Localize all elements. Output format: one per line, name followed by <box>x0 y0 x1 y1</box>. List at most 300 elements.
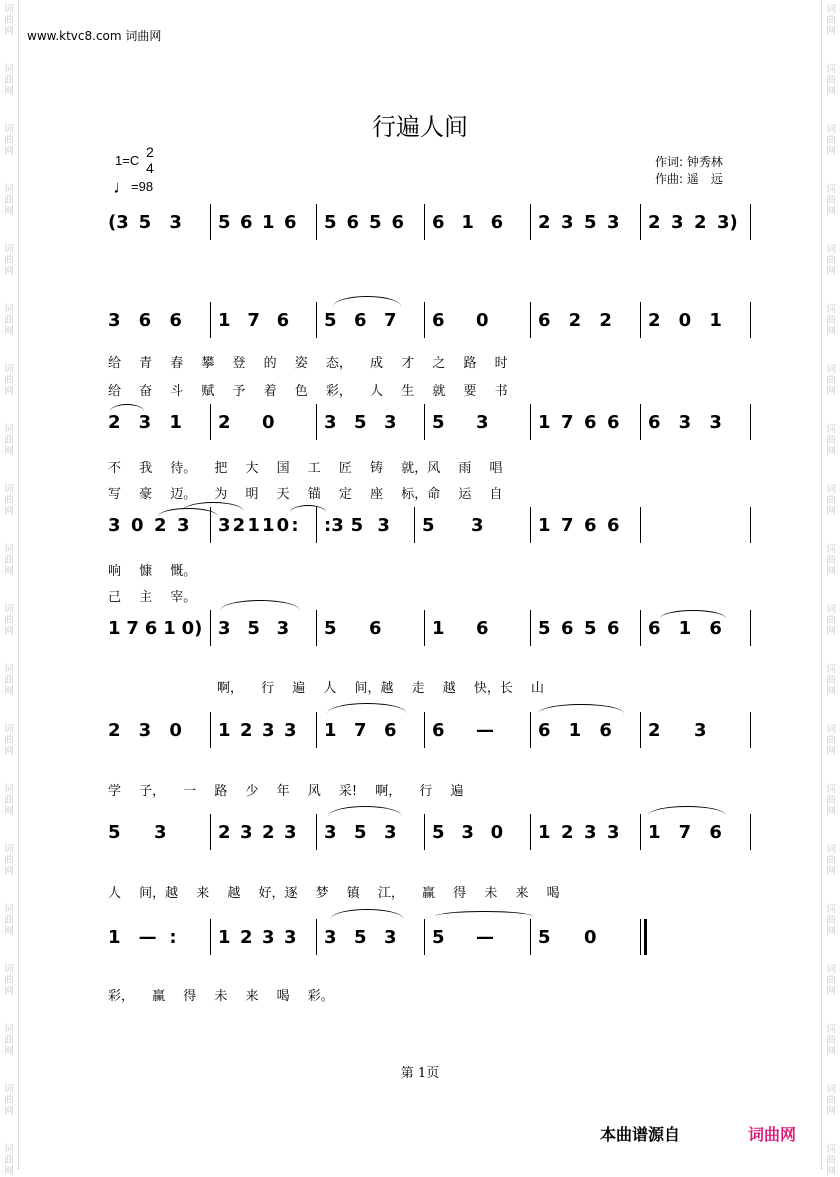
left-watermark-strip <box>0 0 19 1177</box>
note: 1 <box>247 515 260 536</box>
watermark-char: 网 <box>826 146 836 157</box>
note: 6 <box>346 212 360 233</box>
lyric-line: 响 慷 慨。 <box>108 564 197 579</box>
slur <box>330 909 404 930</box>
lyric-line: 写 豪 迈。 为 明 天 锚 定 座 标，命 运 自 <box>108 487 503 502</box>
watermark-char: 网 <box>826 626 836 637</box>
watermark-char: 曲 <box>826 135 836 146</box>
note: 2 <box>240 927 253 948</box>
lyric-line: 啊， 行 遍 人 间，越 走 越 快，长 山 <box>217 681 545 696</box>
barline <box>414 507 415 543</box>
watermark-char: 曲 <box>826 1095 836 1106</box>
watermark-char: 词 <box>4 184 14 195</box>
watermark-char: 网 <box>4 86 14 97</box>
note: 0 <box>678 310 692 331</box>
watermark-char: 曲 <box>4 15 14 26</box>
watermark-char: 曲 <box>4 1035 14 1046</box>
slur <box>435 911 533 922</box>
watermark-char: 词 <box>826 1084 836 1095</box>
barline <box>316 712 317 748</box>
watermark-char: 词 <box>4 904 14 915</box>
watermark-char: 网 <box>826 566 836 577</box>
watermark-char: 词 <box>4 64 14 75</box>
barline <box>640 712 641 748</box>
watermark-char: 词 <box>826 724 836 735</box>
watermark-char: 网 <box>4 206 14 217</box>
watermark-char: 网 <box>4 26 14 37</box>
note: 6 <box>169 310 182 331</box>
watermark-char: 网 <box>826 1106 836 1117</box>
note: 6 <box>607 618 620 639</box>
note: 1 <box>169 412 182 433</box>
note: 3 <box>584 822 597 843</box>
watermark-char: 网 <box>826 506 836 517</box>
note: 5 <box>138 212 152 233</box>
watermark-char: 曲 <box>826 915 836 926</box>
note: 2 <box>648 720 661 741</box>
note: 3 <box>284 822 297 843</box>
watermark-char: 曲 <box>826 1155 836 1166</box>
tempo-mark <box>113 177 153 198</box>
note: 3 <box>284 927 297 948</box>
watermark-char: 网 <box>4 386 14 397</box>
key-signature: 1=C <box>115 153 140 168</box>
watermark-char: 词 <box>4 724 14 735</box>
note: 3 <box>218 515 231 536</box>
watermark-char: 词 <box>826 1144 836 1155</box>
watermark-char: 曲 <box>826 795 836 806</box>
note: 6 <box>584 515 597 536</box>
slur <box>648 806 726 825</box>
watermark-char: 网 <box>826 266 836 277</box>
barline <box>424 610 425 646</box>
note: 3 <box>262 720 275 741</box>
note: 0 <box>490 822 504 843</box>
note: 3 <box>607 822 620 843</box>
note: 1 <box>218 927 231 948</box>
watermark-char: 网 <box>826 806 836 817</box>
slur <box>220 600 300 621</box>
note: 1 <box>648 822 661 843</box>
barline <box>640 610 641 646</box>
watermark-char: 词 <box>4 604 14 615</box>
note: 6 <box>538 310 551 331</box>
watermark-char: 曲 <box>826 75 836 86</box>
note: 6 <box>709 618 722 639</box>
note: 3 <box>324 412 337 433</box>
note: 2 <box>154 515 167 536</box>
site-url[interactable]: www.ktvc8.com 词曲网 <box>27 29 162 43</box>
note: 6 <box>391 212 405 233</box>
note: 3 <box>154 822 167 843</box>
note: 6 <box>538 720 551 741</box>
note: 1 <box>163 618 176 639</box>
note: 0 <box>262 412 275 433</box>
song-title: 行遍人间 <box>372 113 468 141</box>
watermark-char: 词 <box>4 964 14 975</box>
note: 2 <box>694 212 707 233</box>
note: 0 <box>131 515 144 536</box>
note: : <box>169 927 177 948</box>
watermark-char: 曲 <box>4 555 14 566</box>
note: 5 <box>324 618 337 639</box>
note: 3 <box>138 720 152 741</box>
barline <box>530 204 531 240</box>
slur <box>328 806 402 827</box>
note: 2 <box>648 310 661 331</box>
barline <box>316 404 317 440</box>
watermark-char: 曲 <box>4 75 14 86</box>
note: 6 <box>584 412 597 433</box>
watermark-char: 网 <box>4 446 14 457</box>
lyric-line: 给 奋 斗 赋 予 着 色 彩， 人 生 就 要 书 <box>108 384 508 399</box>
note: 2 <box>538 212 551 233</box>
slur <box>327 703 407 724</box>
watermark-char: 曲 <box>4 195 14 206</box>
time-top: 2 <box>146 144 154 160</box>
barline <box>316 302 317 338</box>
barline <box>750 204 751 240</box>
watermark-char: 词 <box>4 1024 14 1035</box>
watermark-char: 词 <box>4 484 14 495</box>
note: 2 <box>599 310 612 331</box>
watermark-char: 网 <box>826 986 836 997</box>
watermark-char: 曲 <box>4 1155 14 1166</box>
lyric-line: 己 主 宰。 <box>108 590 197 605</box>
watermark-char: 词 <box>4 304 14 315</box>
note: 3 <box>108 310 121 331</box>
watermark-char: 曲 <box>826 735 836 746</box>
watermark-char: 词 <box>4 544 14 555</box>
note: 6 <box>432 720 445 741</box>
slur <box>660 610 726 627</box>
note: 6 <box>144 618 158 639</box>
note: 5 <box>432 927 445 948</box>
note: 3 <box>709 412 722 433</box>
score-line <box>0 928 840 966</box>
barline <box>530 404 531 440</box>
watermark-char: 词 <box>826 904 836 915</box>
watermark-char: 曲 <box>4 795 14 806</box>
note: 6 <box>432 212 445 233</box>
barline <box>424 814 425 850</box>
watermark-char: 词 <box>826 1024 836 1035</box>
note: 7 <box>247 310 260 331</box>
watermark-char: 曲 <box>4 315 14 326</box>
source-label: 本曲谱源自 <box>600 1125 681 1144</box>
watermark-char: 网 <box>4 1106 14 1117</box>
note: 3 <box>678 412 692 433</box>
note: 6 <box>709 822 722 843</box>
lyric-line: 彩， 赢 得 未 来 喝 彩。 <box>108 989 334 1004</box>
barline <box>424 204 425 240</box>
note: 1 <box>461 212 474 233</box>
note: 5 <box>432 412 445 433</box>
watermark-char: 网 <box>826 326 836 337</box>
composer: 作曲: 遥 远 <box>655 172 723 186</box>
watermark-char: 网 <box>4 686 14 697</box>
watermark-char: 曲 <box>826 495 836 506</box>
brand-link[interactable]: 词曲网 <box>748 1125 797 1144</box>
note: 2 <box>568 310 582 331</box>
watermark-char: 词 <box>826 64 836 75</box>
note: 5 <box>422 515 435 536</box>
barline <box>750 507 751 543</box>
note: 3 <box>108 515 121 536</box>
note: 5 <box>108 822 121 843</box>
watermark-char: 网 <box>826 926 836 937</box>
watermark-char: 词 <box>826 964 836 975</box>
note: 6 <box>490 212 504 233</box>
note: 6 <box>607 412 620 433</box>
note: — <box>476 927 494 948</box>
note: 3 <box>607 212 620 233</box>
watermark-char: 词 <box>826 544 836 555</box>
note: 3 <box>262 927 275 948</box>
note: 6 <box>648 618 661 639</box>
watermark-char: 词 <box>826 364 836 375</box>
watermark-char: 曲 <box>4 375 14 386</box>
note: 1 <box>218 720 231 741</box>
note: 5 <box>584 212 597 233</box>
watermark-char: 曲 <box>826 195 836 206</box>
note: 6 <box>354 310 367 331</box>
note: 3 <box>384 927 397 948</box>
barline <box>640 507 641 543</box>
tempo-value: =98 <box>131 179 154 194</box>
note: 1 <box>709 310 722 331</box>
note: 3 <box>324 822 337 843</box>
barline <box>530 712 531 748</box>
barline <box>210 404 211 440</box>
note: 6 <box>599 720 612 741</box>
note: 3 <box>384 822 397 843</box>
watermark-char: 词 <box>826 844 836 855</box>
score-line <box>0 823 840 861</box>
watermark-char: 网 <box>826 446 836 457</box>
note: 5 <box>354 822 367 843</box>
note: 3 <box>324 927 337 948</box>
watermark-char: 网 <box>826 386 836 397</box>
note: : <box>291 515 299 536</box>
note: 5 <box>354 412 367 433</box>
note: — <box>476 720 494 741</box>
watermark-char: 曲 <box>826 315 836 326</box>
note: 5 <box>247 618 260 639</box>
score-line <box>0 721 840 759</box>
barline <box>530 919 531 955</box>
barline <box>210 610 211 646</box>
note: 5 <box>538 618 551 639</box>
watermark-char: 网 <box>826 206 836 217</box>
barline <box>644 919 647 955</box>
barline <box>316 919 317 955</box>
note: 5 <box>218 212 231 233</box>
watermark-char: 曲 <box>4 1095 14 1106</box>
note: 6 <box>607 515 620 536</box>
watermark-char: 词 <box>826 784 836 795</box>
note: 6 <box>648 412 661 433</box>
note: 1 <box>108 618 121 639</box>
watermark-char: 网 <box>826 86 836 97</box>
note: 7 <box>384 310 397 331</box>
barline <box>424 302 425 338</box>
watermark-char: 词 <box>4 244 14 255</box>
barline <box>750 712 751 748</box>
watermark-char: 网 <box>826 1166 836 1177</box>
note: 0 <box>476 310 489 331</box>
watermark-char: 词 <box>4 1084 14 1095</box>
watermark-char: 词 <box>4 844 14 855</box>
barline <box>210 712 211 748</box>
barline <box>316 610 317 646</box>
note: 7 <box>561 412 574 433</box>
watermark-char: 网 <box>4 746 14 757</box>
watermark-char: 词 <box>4 364 14 375</box>
note: 3 <box>218 618 231 639</box>
watermark-char: 曲 <box>4 975 14 986</box>
watermark-char: 网 <box>4 986 14 997</box>
note: 3 <box>694 720 707 741</box>
watermark-char: 网 <box>4 1166 14 1177</box>
note: 1 <box>262 515 275 536</box>
note: 2 <box>240 720 253 741</box>
barline <box>640 302 641 338</box>
barline <box>210 814 211 850</box>
note: 1 <box>324 720 337 741</box>
note: :3 <box>324 515 344 536</box>
barline <box>640 919 641 955</box>
watermark-char: 曲 <box>826 255 836 266</box>
watermark-char: 网 <box>4 266 14 277</box>
watermark-char: 词 <box>4 4 14 15</box>
note: 0 <box>169 720 182 741</box>
note: 1 <box>538 412 551 433</box>
note: 1 <box>218 310 231 331</box>
barline <box>530 814 531 850</box>
watermark-char: 曲 <box>826 435 836 446</box>
slur <box>110 404 144 419</box>
note: 3) <box>717 212 738 233</box>
watermark-char: 网 <box>4 806 14 817</box>
note: 7 <box>126 618 139 639</box>
note: 0) <box>181 618 203 639</box>
barline <box>424 404 425 440</box>
note: 3 <box>384 412 397 433</box>
lyric-line: 人 间，越 来 越 好，逐 梦 镇 江， 赢 得 未 来 喝 <box>108 886 560 901</box>
barline <box>530 610 531 646</box>
note: 5 <box>584 618 597 639</box>
note: 1 <box>538 822 551 843</box>
watermark-char: 网 <box>826 26 836 37</box>
barline <box>750 814 751 850</box>
note: 5 <box>432 822 445 843</box>
note: 6 <box>369 618 382 639</box>
watermark-char: 曲 <box>826 15 836 26</box>
watermark-char: 词 <box>4 424 14 435</box>
note: 6 <box>240 212 253 233</box>
barline <box>316 204 317 240</box>
note: (3 <box>108 212 129 233</box>
watermark-char: 词 <box>826 184 836 195</box>
barline <box>316 814 317 850</box>
watermark-char: 网 <box>4 326 14 337</box>
note: 2 <box>262 822 275 843</box>
score-line <box>0 311 840 349</box>
note: 7 <box>678 822 692 843</box>
barline <box>640 204 641 240</box>
barline <box>424 712 425 748</box>
quarter-note-icon: ♩ <box>113 177 131 197</box>
note: 7 <box>354 720 367 741</box>
note: 3 <box>377 515 390 536</box>
watermark-char: 网 <box>826 1046 836 1057</box>
watermark-char: 曲 <box>826 375 836 386</box>
watermark-char: 曲 <box>4 855 14 866</box>
barline <box>530 302 531 338</box>
right-watermark-strip <box>821 0 840 1177</box>
watermark-char: 网 <box>4 506 14 517</box>
score-line <box>0 516 840 554</box>
barline <box>210 302 211 338</box>
slur <box>290 505 326 520</box>
time-signature <box>146 144 154 176</box>
barline <box>640 404 641 440</box>
watermark-char: 曲 <box>4 255 14 266</box>
barline <box>210 204 211 240</box>
lyric-line: 学 子， 一 路 少 年 风 采! 啊， 行 遍 <box>108 784 464 799</box>
note: 2 <box>648 212 661 233</box>
note: 3 <box>671 212 684 233</box>
note: 5 <box>354 927 367 948</box>
note: 2 <box>108 720 121 741</box>
lyricist: 作词: 钟秀林 <box>655 155 723 169</box>
watermark-char: 曲 <box>4 135 14 146</box>
watermark-char: 曲 <box>4 735 14 746</box>
note: 7 <box>561 515 574 536</box>
note: 1 <box>538 515 551 536</box>
watermark-char: 曲 <box>4 495 14 506</box>
watermark-char: 词 <box>4 124 14 135</box>
watermark-char: 曲 <box>4 915 14 926</box>
watermark-char: 网 <box>4 146 14 157</box>
note: 3 <box>561 212 574 233</box>
barline <box>530 507 531 543</box>
note: 3 <box>177 515 190 536</box>
page-number: 第 1页 <box>400 1066 440 1081</box>
note: 5 <box>324 212 337 233</box>
note: 1 <box>432 618 445 639</box>
watermark-char: 词 <box>826 604 836 615</box>
note: 2 <box>232 515 246 536</box>
note: 6 <box>276 310 290 331</box>
watermark-char: 词 <box>826 664 836 675</box>
slur <box>333 296 401 317</box>
watermark-char: 网 <box>4 566 14 577</box>
note: 2 <box>218 822 231 843</box>
score-line <box>0 213 840 251</box>
note: 1 <box>108 927 121 948</box>
watermark-char: 词 <box>826 304 836 315</box>
note: 1 <box>262 212 275 233</box>
note: 2 <box>218 412 231 433</box>
note: 5 <box>538 927 551 948</box>
note: 6 <box>138 310 152 331</box>
watermark-char: 曲 <box>826 1035 836 1046</box>
note: 3 <box>461 822 474 843</box>
watermark-char: 词 <box>4 1144 14 1155</box>
watermark-char: 网 <box>826 686 836 697</box>
